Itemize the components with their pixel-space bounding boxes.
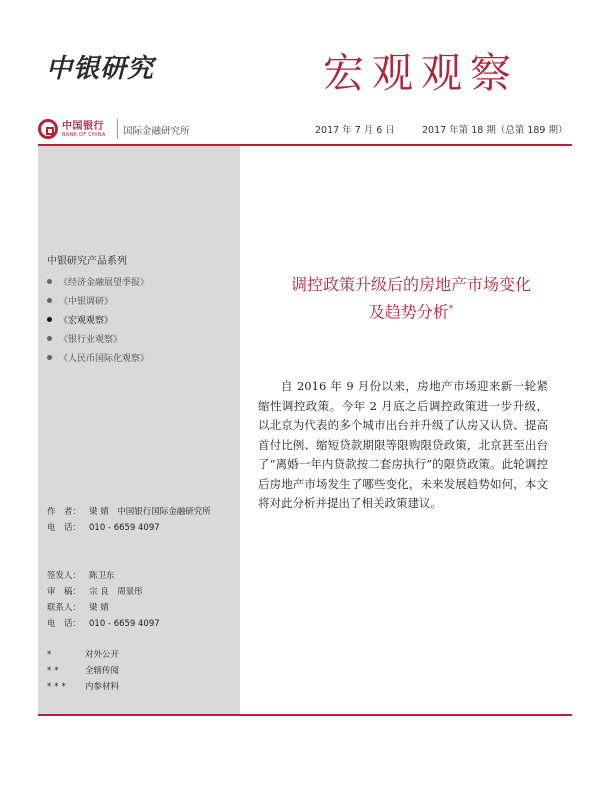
header-divider xyxy=(117,119,118,139)
abstract-paragraph: 自 2016 年 9 月份以来，房地产市场迎来新一轮紧缩性调控政策。今年 2 月底之后调控政策进一步升级，以北京为代表的多个城市出台并升级了认房又认贷、提高首付比例、缩短贷款期限等限购限贷政策，北京甚至出台了“离婚一年内贷款按二套房执行”的限贷政策。此轮调控后房地产市场发生了哪些变化，未来发展趋势如何，本文将对此分析并提出了相关政策建议。 xyxy=(258,379,548,510)
bullet-icon xyxy=(47,355,52,360)
bank-logo-cn: 中国银行 xyxy=(62,121,104,132)
bullet-icon xyxy=(47,317,52,322)
article-title-line-2: 及趋势分析* xyxy=(368,302,454,322)
product-item: 《中银调研》 xyxy=(47,294,113,307)
product-item: 《银行业观察》 xyxy=(47,332,122,345)
reviewer-line: 审 稿： 宗 良 周景彤 xyxy=(47,587,143,597)
bottom-rule xyxy=(38,714,572,716)
signer-line: 签发人： 陈卫东 xyxy=(47,571,115,581)
contact-phone-line: 电 话： 010 - 6659 4097 xyxy=(47,619,160,629)
bank-logo xyxy=(38,117,114,143)
bullet-icon xyxy=(47,279,52,284)
product-item: 《经济金融展望季报》 xyxy=(47,275,149,288)
product-item: 《人民币国际化观察》 xyxy=(47,351,149,364)
author-line: 作 者： 梁 婧 中国银行国际金融研究所 xyxy=(47,507,211,517)
bullet-icon xyxy=(47,336,52,341)
series-title: 宏观观察 xyxy=(323,49,519,97)
bank-of-china-coin-icon xyxy=(38,119,58,139)
brand-script-title: 中银研究 xyxy=(46,54,155,84)
issue-number: 2017 年第 18 期（总第 189 期） xyxy=(422,125,568,136)
bullet-icon xyxy=(47,298,52,303)
product-series-heading: 中银研究产品系列 xyxy=(47,256,127,267)
bank-logo-en: BANK OF CHINA xyxy=(62,132,106,138)
article-title-line-1: 调控政策升级后的房地产市场变化 xyxy=(290,275,531,294)
classification-public: * 对外公开 xyxy=(47,650,120,660)
institute-name: 国际金融研究所 xyxy=(123,126,190,137)
article-title xyxy=(250,272,572,324)
author-phone-line: 电 话： 010 - 6659 4097 xyxy=(47,523,160,533)
classification-internal: ** 全辖传阅 xyxy=(47,666,120,676)
title-footnote-marker: * xyxy=(448,304,454,314)
issue-date: 2017 年 7 月 6 日 xyxy=(315,125,395,136)
contact-line: 联系人： 梁 婧 xyxy=(47,603,109,613)
classification-restricted: *** 内参材料 xyxy=(47,682,120,692)
product-item-active: 《宏观观察》 xyxy=(47,313,113,326)
